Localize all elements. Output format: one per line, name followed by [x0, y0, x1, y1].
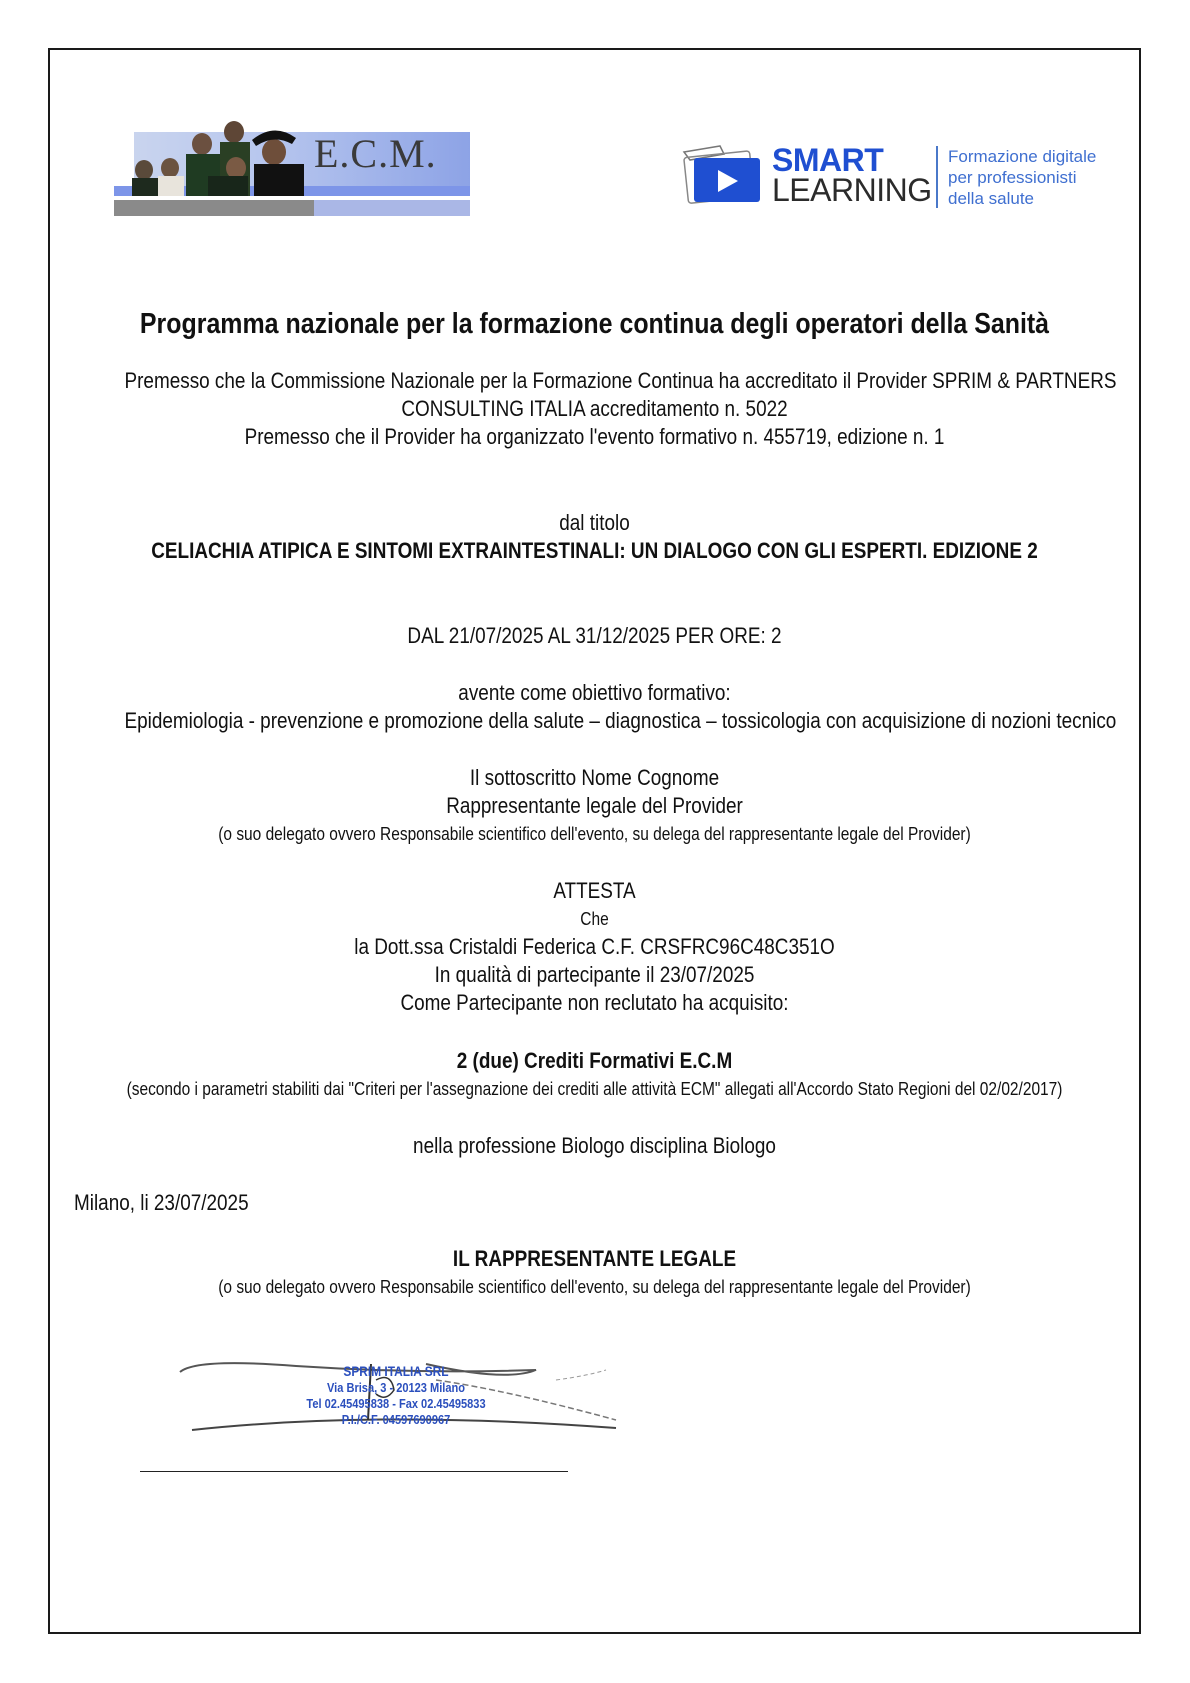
profession-discipline: nella professione Biologo disciplina Biologo	[413, 1133, 776, 1158]
smart-learning-tagline: Formazione digitale per professionisti della salute	[948, 147, 1097, 208]
smart-learning-word-learning: LEARNING	[772, 172, 932, 208]
company-stamp	[176, 1350, 636, 1460]
title-label: dal titolo	[559, 510, 630, 535]
legal-representative-note: (o suo delegato ovvero Responsabile scientifico dell'evento, su delega del rappresentante legale del Provider)	[218, 1277, 971, 1297]
smart-learning-logo	[680, 138, 1120, 218]
acquired-label: Come Partecipante non reclutato ha acquisito:	[400, 990, 789, 1015]
stamp-address: Via Brisa, 3 - 20123 Milano	[327, 1380, 465, 1395]
premise-line-3: Premesso che il Provider ha organizzato l'evento formativo n. 455719, edizione n. 1	[244, 424, 945, 449]
event-dates: DAL 21/07/2025 AL 31/12/2025 PER ORE: 2	[407, 623, 782, 648]
ecm-logo-text: E.C.M.	[314, 131, 437, 176]
credits-awarded: 2 (due) Crediti Formativi E.C.M	[456, 1048, 733, 1073]
signer-note: (o suo delegato ovvero Responsabile scientifico dell'evento, su delega del rappresentante legale del Provider)	[218, 824, 971, 844]
stamp-company-name: SPRIM ITALIA SRL	[343, 1363, 449, 1379]
participant-name: la Dott.ssa Cristaldi Federica C.F. CRSFRC96C48C351O	[354, 934, 835, 959]
ecm-logo	[114, 118, 470, 218]
place-and-date: Milano, li 23/07/2025	[74, 1190, 249, 1215]
participation-date: In qualità di partecipante il 23/07/2025	[434, 962, 755, 987]
stamp-phone-fax: Tel 02.45495838 - Fax 02.45495833	[306, 1396, 486, 1411]
signer-role: Rappresentante legale del Provider	[446, 793, 743, 818]
event-title: CELIACHIA ATIPICA E SINTOMI EXTRAINTESTINALI: UN DIALOGO CON GLI ESPERTI. EDIZIONE 2	[151, 538, 1038, 563]
premise-line-2: CONSULTING ITALIA accreditamento n. 5022	[401, 396, 788, 421]
signer-name: Il sottoscritto Nome Cognome	[469, 765, 720, 790]
objective-label: avente come obiettivo formativo:	[458, 680, 731, 705]
stamp-vat-number: P.I./C.F. 04597690967	[341, 1412, 451, 1427]
premise-line-1: Premesso che la Commissione Nazionale per la Formazione Continua ha accreditato il Provider SPRIM & PARTNERS	[124, 368, 1117, 393]
signature-line	[140, 1471, 568, 1472]
credits-note: (secondo i parametri stabiliti dai "Criteri per l'assegnazione dei crediti alle attività ECM" allegati all'Accordo Stato Regioni del 02/02/2017)	[126, 1079, 1063, 1099]
objective-text: Epidemiologia - prevenzione e promozione della salute – diagnostica – tossicologia con acquisizione di nozioni tecnico	[124, 708, 1117, 733]
che-label: Che	[580, 909, 609, 929]
document-title: Programma nazionale per la formazione continua degli operatori della Sanità	[139, 308, 1050, 340]
play-video-icon	[680, 144, 770, 206]
smart-learning-word-smart: SMART	[772, 142, 884, 178]
painting-figures-image	[124, 118, 314, 196]
logo-divider	[936, 146, 938, 208]
attesta-heading: ATTESTA	[553, 878, 636, 903]
legal-representative-heading: IL RAPPRESENTANTE LEGALE	[452, 1246, 737, 1271]
